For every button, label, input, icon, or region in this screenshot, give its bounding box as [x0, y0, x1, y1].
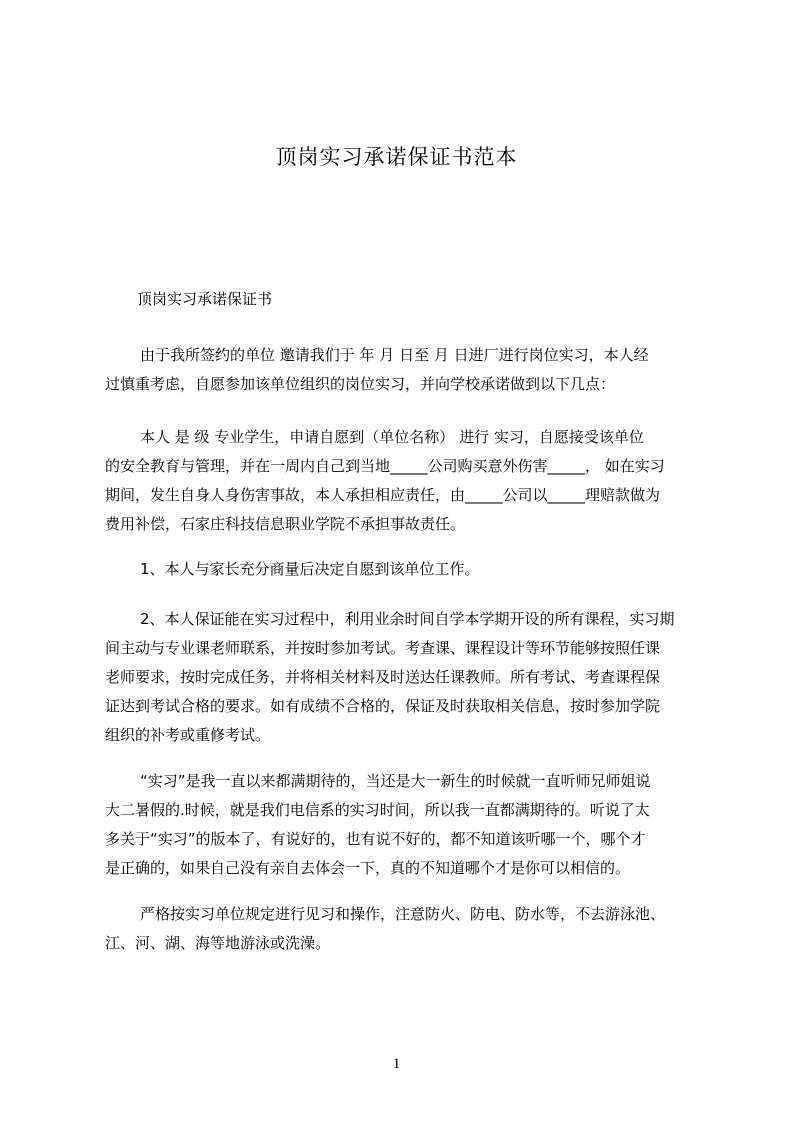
paragraph-item-2	[105, 605, 705, 750]
paragraph-line: 2、本人保证能在实习过程中，利用业余时间自学本学期开设的所有课程，实习期	[140, 610, 675, 628]
paragraph-item-1	[105, 555, 705, 584]
paragraph-line: 大二暑假的.时候，就是我们电信系的实习时间，所以我一直都满期待的。听说了太	[105, 801, 650, 819]
paragraph-line: 老师要求，按时完成任务，并将相关材料及时送达任课教师。所有考试、考查课程保	[105, 668, 661, 686]
paragraph-line: 证达到考试合格的要求。如有成绩不合格的，保证及时获取相关信息，按时参加学院	[105, 697, 661, 715]
paragraph-line: 多关于“实习”的版本了，有说好的，也有说不好的，都不知道该听哪一个，哪个才	[105, 830, 646, 848]
paragraph-line: 江、河、湖、海等地游泳或洗澡。	[105, 934, 331, 952]
paragraph-line: 1、本人与家长充分商量后决定自愿到该单位工作。	[140, 560, 480, 578]
paragraph-line: 本人 是 级 专业学生，申请自愿到（单位名称） 进行 实习，自愿接受该单位	[140, 428, 644, 446]
paragraph-line: 严格按实习单位规定进行见习和操作，注意防火、防电、防水等，不去游泳池、	[140, 905, 666, 923]
page-number: 1	[392, 1056, 401, 1072]
paragraph-safety-insurance	[105, 423, 705, 539]
paragraph-internship-invitation	[105, 341, 705, 399]
paragraph-line: 的安全教育与管理，并在一周内自己到当地_____公司购买意外伤害_____， 如在实习	[105, 457, 665, 475]
paragraph-line: 间主动与专业课老师联系，并按时参加考试。考查课、课程设计等环节能够按照任课	[105, 639, 661, 657]
paragraph-line: 过慎重考虑，自愿参加该单位组织的岗位实习，并向学校承诺做到以下几点：	[105, 375, 616, 393]
paragraph-safety-rules	[105, 900, 705, 958]
document-title: 顶岗实习承诺保证书范本	[275, 145, 518, 169]
paragraph-line: 是正确的，如果自己没有亲自去体会一下，真的不知道哪个才是你可以相信的。	[105, 859, 631, 877]
paragraph-line: 由于我所签约的单位 邀请我们于 年 月 日至 月 日进厂进行岗位实习，本人经	[140, 346, 649, 364]
paragraph-line: “实习”是我一直以来都满期待的，当还是大一新生的时候就一直听师兄师姐说	[140, 772, 651, 790]
paragraph-internship-expectation	[105, 767, 705, 883]
paragraph-line: 期间，发生自身人身伤害事故，本人承担相应责任，由_____公司以_____理赔款做为	[105, 486, 661, 504]
paragraph-line: 费用补偿，石家庄科技信息职业学院不承担事故责任。	[105, 515, 466, 533]
document-subtitle: 顶岗实习承诺保证书	[137, 290, 273, 308]
paragraph-line: 组织的补考或重修考试。	[105, 726, 271, 744]
